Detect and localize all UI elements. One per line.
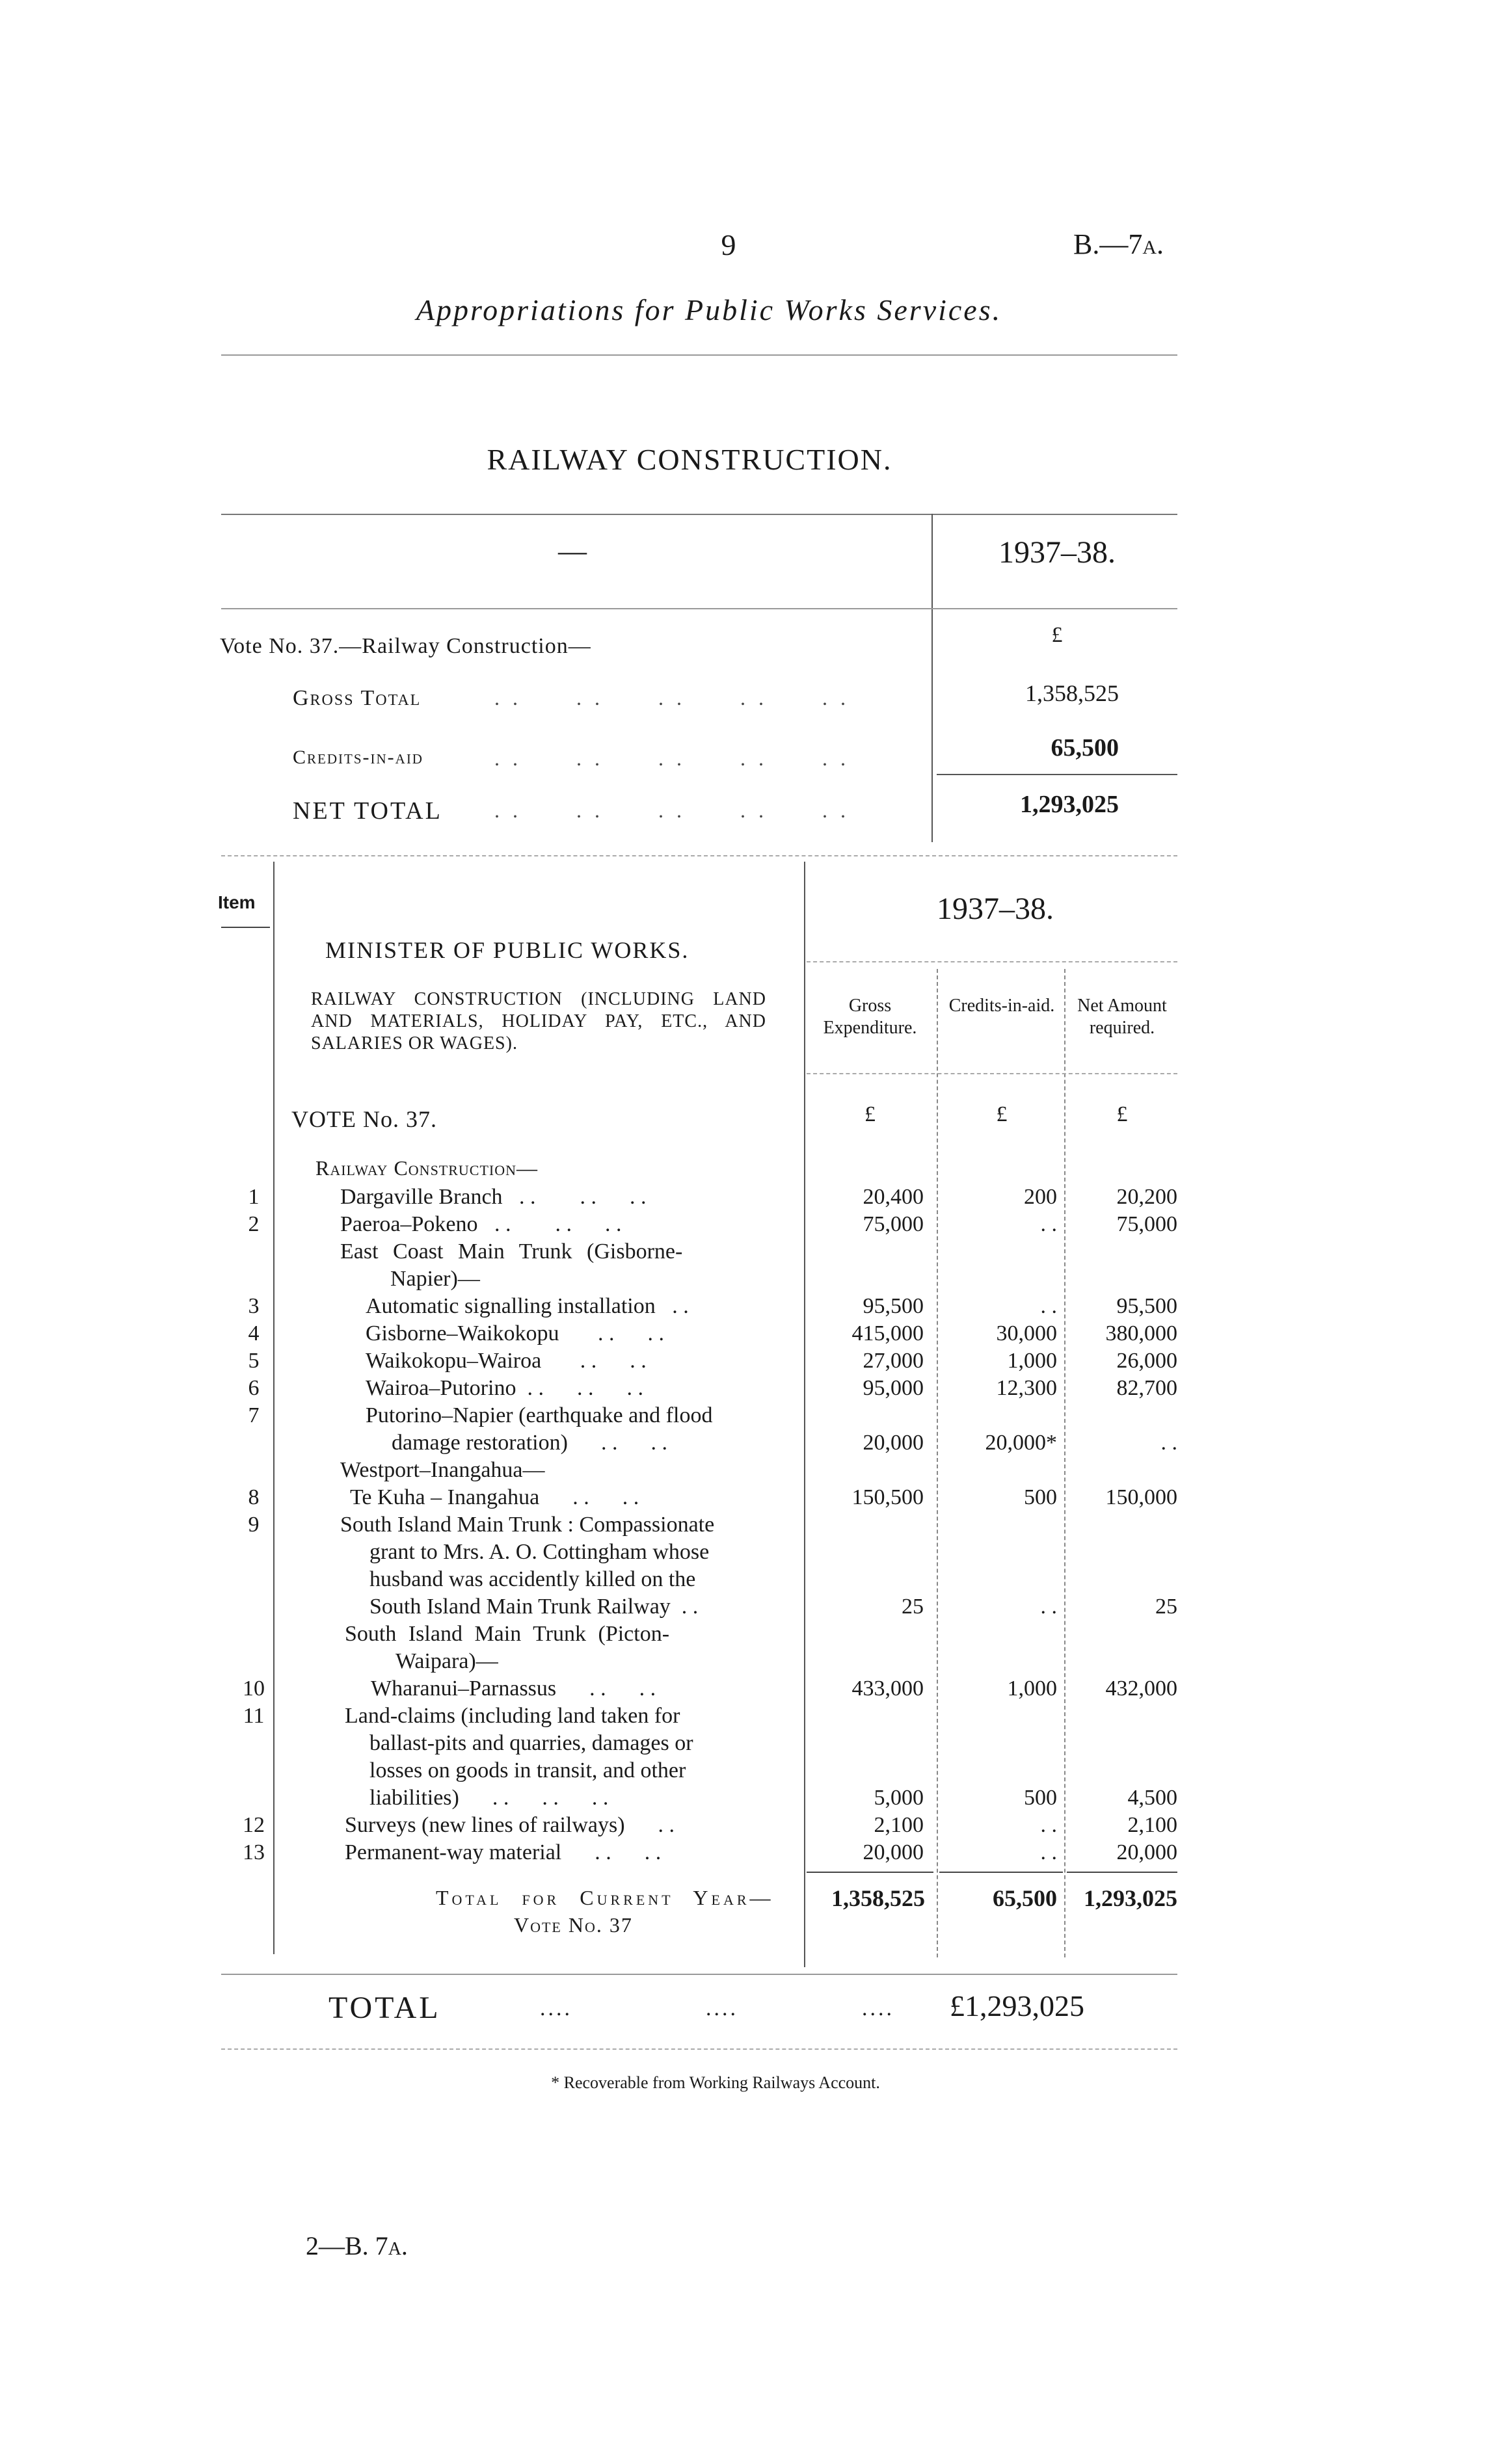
item-number: 7 xyxy=(248,1403,260,1427)
net-value: 432,000 xyxy=(1105,1676,1177,1701)
vote-line: Vote No. 37.—Railway Construction— xyxy=(220,634,591,658)
credits-value: . . xyxy=(1040,1212,1057,1236)
year-header-rule xyxy=(807,961,1177,962)
item-number: 1 xyxy=(248,1185,260,1209)
summary-value-credits: 65,500 xyxy=(1051,734,1119,762)
row-description: Gisborne–Waikokopu . . . . xyxy=(366,1321,665,1345)
row-description: Te Kuha – Inangahua . . . . xyxy=(350,1485,639,1509)
table-row xyxy=(221,1321,1177,1349)
net-value: 95,500 xyxy=(1116,1294,1177,1318)
credits-column-header: Credits-in-aid. xyxy=(948,996,1055,1016)
credits-value: 20,000* xyxy=(985,1431,1057,1455)
section-heading: Railway Construction— xyxy=(315,1156,539,1180)
table-row xyxy=(221,1349,1177,1376)
summary-label: Credits-in-aid xyxy=(293,747,423,768)
credits-value: 200 xyxy=(1024,1185,1057,1209)
item-number: 9 xyxy=(248,1513,260,1537)
doc-ref-tail: . xyxy=(1157,228,1164,260)
grand-total-dots: .... xyxy=(862,1996,894,2020)
summary-subtotal-rule xyxy=(937,774,1177,775)
net-value: 26,000 xyxy=(1116,1349,1177,1373)
summary-label: NET TOTAL xyxy=(293,797,442,825)
summary-bottom-rule xyxy=(221,855,1177,856)
total-gross-value: 1,358,525 xyxy=(831,1885,925,1911)
section-title: RAILWAY CONSTRUCTION. xyxy=(487,443,892,476)
table-row xyxy=(221,1622,1177,1649)
grand-total-dots: .... xyxy=(706,1996,738,2020)
net-total-rule xyxy=(1067,1872,1177,1873)
credits-value: . . xyxy=(1040,1294,1057,1318)
item-header-rule xyxy=(221,927,270,928)
net-value: 25 xyxy=(1155,1595,1177,1619)
row-description: Waipara)— xyxy=(395,1649,498,1673)
credits-value: . . xyxy=(1040,1840,1057,1864)
footer-reference xyxy=(306,2231,408,2261)
summary-row-gross xyxy=(293,686,421,711)
summary-dash-header: — xyxy=(558,535,587,567)
net-value: . . xyxy=(1160,1431,1177,1455)
summary-header-rule xyxy=(221,608,1177,609)
header-rule xyxy=(221,354,1177,356)
item-number: 2 xyxy=(248,1212,260,1236)
table-row xyxy=(221,1786,1177,1813)
row-description: Land-claims (including land taken for xyxy=(345,1704,680,1728)
summary-row-credits xyxy=(293,747,423,769)
column-header-rule xyxy=(807,1073,1177,1074)
gross-value: 20,000 xyxy=(863,1840,924,1864)
row-description: losses on goods in transit, and other xyxy=(369,1758,686,1782)
net-value: 20,200 xyxy=(1116,1185,1177,1209)
net-value: 2,100 xyxy=(1127,1813,1177,1837)
table-row xyxy=(221,1649,1177,1676)
net-value: 380,000 xyxy=(1105,1321,1177,1345)
net-value: 150,000 xyxy=(1105,1485,1177,1509)
credits-value: 1,000 xyxy=(1007,1676,1057,1701)
gross-value: 25 xyxy=(902,1595,924,1619)
table-row xyxy=(221,1540,1177,1567)
item-number: 6 xyxy=(248,1376,260,1400)
summary-label: Gross Total xyxy=(293,686,422,710)
table-row xyxy=(221,1185,1177,1212)
row-description: ballast-pits and quarries, damages or xyxy=(369,1731,693,1755)
table-row xyxy=(221,1595,1177,1622)
table-row xyxy=(221,1376,1177,1403)
summary-value-net: 1,293,025 xyxy=(1020,791,1119,818)
table-row xyxy=(221,1704,1177,1731)
row-description: South Island Main Trunk Railway . . xyxy=(369,1595,699,1619)
table-row xyxy=(221,1485,1177,1513)
credits-total-rule xyxy=(939,1872,1063,1873)
grand-total-bottom-rule xyxy=(221,2048,1177,2050)
table-row xyxy=(221,1458,1177,1485)
gross-value: 95,500 xyxy=(863,1294,924,1318)
vote-number: VOTE No. 37. xyxy=(291,1106,437,1132)
row-description: Wharanui–Parnassus . . . . xyxy=(371,1676,656,1701)
table-row xyxy=(221,1403,1177,1431)
table-year-header: 1937–38. xyxy=(937,892,1054,926)
item-number: 10 xyxy=(243,1676,265,1701)
gross-value: 433,000 xyxy=(851,1676,924,1701)
item-number: 3 xyxy=(248,1294,260,1318)
summary-dots: . . . . . . . . . . xyxy=(494,686,850,709)
summary-year-header: 1937–38. xyxy=(998,535,1116,570)
summary-value-gross: 1,358,525 xyxy=(1025,680,1119,706)
row-description: South Island Main Trunk (Picton- xyxy=(345,1622,670,1646)
net-value: 75,000 xyxy=(1116,1212,1177,1236)
row-description: Surveys (new lines of railways) . . xyxy=(345,1813,675,1837)
credits-currency: £ xyxy=(996,1102,1008,1126)
net-column-header: Net Amount required. xyxy=(1077,996,1167,1038)
credits-value: . . xyxy=(1040,1595,1057,1619)
table-row xyxy=(221,1676,1177,1704)
table-row xyxy=(221,1294,1177,1321)
item-column-header: Item xyxy=(218,892,256,912)
footnote: * Recoverable from Working Railways Account. xyxy=(551,2073,880,2092)
document-reference xyxy=(1073,228,1164,261)
doc-ref-suffix: A xyxy=(1142,237,1157,258)
table-row xyxy=(221,1513,1177,1540)
item-number: 11 xyxy=(243,1704,265,1728)
gross-value: 20,400 xyxy=(863,1185,924,1209)
table-row xyxy=(221,1567,1177,1595)
summary-column-divider xyxy=(931,514,933,842)
summary-currency: £ xyxy=(1051,623,1063,647)
table-row xyxy=(221,1239,1177,1267)
row-description: damage restoration) . . . . xyxy=(392,1431,667,1455)
gross-value: 2,100 xyxy=(874,1813,924,1837)
gross-value: 5,000 xyxy=(874,1786,924,1810)
credits-value: 500 xyxy=(1024,1485,1057,1509)
total-vote-label: Vote No. 37 xyxy=(514,1913,633,1937)
grand-total-value: £1,293,025 xyxy=(950,1989,1084,2022)
table-row xyxy=(221,1840,1177,1868)
total-current-year-label: Total for Current Year— xyxy=(436,1886,774,1909)
net-value: 20,000 xyxy=(1116,1840,1177,1864)
gross-total-rule xyxy=(807,1872,933,1873)
item-number: 4 xyxy=(248,1321,260,1345)
item-number: 5 xyxy=(248,1349,260,1373)
row-description: Putorino–Napier (earthquake and flood xyxy=(366,1403,713,1427)
row-description: Automatic signalling installation . . xyxy=(366,1294,689,1318)
row-description: South Island Main Trunk : Compassionate xyxy=(340,1513,715,1537)
credits-value: 12,300 xyxy=(996,1376,1057,1400)
gross-value: 150,500 xyxy=(851,1485,924,1509)
page-subtitle: Appropriations for Public Works Services. xyxy=(416,293,1002,326)
total-net-value: 1,293,025 xyxy=(1084,1885,1177,1911)
summary-top-rule xyxy=(221,514,1177,515)
doc-ref-main: B.—7 xyxy=(1073,228,1143,260)
row-description: liabilities) . . . . . . xyxy=(369,1786,609,1810)
minister-heading: MINISTER OF PUBLIC WORKS. xyxy=(325,937,690,963)
gross-column-header: Gross Expenditure. xyxy=(823,996,917,1038)
grand-total-top-rule xyxy=(221,1974,1177,1975)
row-description: Paeroa–Pokeno . . . . . . xyxy=(340,1212,622,1236)
footer-ref-tail: . xyxy=(401,2231,408,2260)
credits-value: . . xyxy=(1040,1813,1057,1837)
row-description: Dargaville Branch . . . . . . xyxy=(340,1185,647,1209)
table-row xyxy=(221,1431,1177,1458)
net-value: 4,500 xyxy=(1127,1786,1177,1810)
net-value: 82,700 xyxy=(1116,1376,1177,1400)
credits-value: 1,000 xyxy=(1007,1349,1057,1373)
gross-value: 95,000 xyxy=(863,1376,924,1400)
summary-dots: . . . . . . . . . . xyxy=(494,747,850,770)
row-description: Waikokopu–Wairoa . . . . xyxy=(366,1349,647,1373)
footer-ref-main: 2—B. 7 xyxy=(306,2231,388,2260)
gross-currency: £ xyxy=(864,1102,876,1126)
row-description: Napier)— xyxy=(390,1267,480,1291)
row-description: Westport–Inangahua— xyxy=(340,1458,545,1482)
summary-dots: . . . . . . . . . . xyxy=(494,799,850,822)
item-number: 12 xyxy=(243,1813,265,1837)
item-number: 8 xyxy=(248,1485,260,1509)
grand-total-label: TOTAL xyxy=(328,1991,441,2025)
gross-value: 75,000 xyxy=(863,1212,924,1236)
row-description: Permanent-way material . . . . xyxy=(345,1840,662,1864)
credits-value: 500 xyxy=(1024,1786,1057,1810)
table-row xyxy=(221,1267,1177,1294)
footer-ref-suffix: A xyxy=(388,2239,401,2259)
summary-row-net xyxy=(293,797,442,825)
table-row xyxy=(221,1731,1177,1758)
row-description: husband was accidently killed on the xyxy=(369,1567,696,1591)
page-number: 9 xyxy=(721,228,736,261)
table-row xyxy=(221,1813,1177,1840)
vote-description: RAILWAY CONSTRUCTION (INCLUDING LAND AND MATERIALS, HOLIDAY PAY, ETC., AND SALARIES OR WAGES). xyxy=(311,989,766,1053)
gross-value: 27,000 xyxy=(863,1349,924,1373)
item-number: 13 xyxy=(243,1840,265,1864)
total-credits-value: 65,500 xyxy=(993,1885,1057,1911)
gross-value: 20,000 xyxy=(863,1431,924,1455)
row-description: Wairoa–Putorino . . . . . . xyxy=(366,1376,643,1400)
gross-value: 415,000 xyxy=(851,1321,924,1345)
row-description: East Coast Main Trunk (Gisborne- xyxy=(340,1239,683,1264)
table-row xyxy=(221,1758,1177,1786)
credits-value: 30,000 xyxy=(996,1321,1057,1345)
row-description: grant to Mrs. A. O. Cottingham whose xyxy=(369,1540,710,1564)
table-row xyxy=(221,1212,1177,1239)
grand-total-dots: .... xyxy=(540,1996,572,2020)
net-currency: £ xyxy=(1116,1102,1128,1126)
